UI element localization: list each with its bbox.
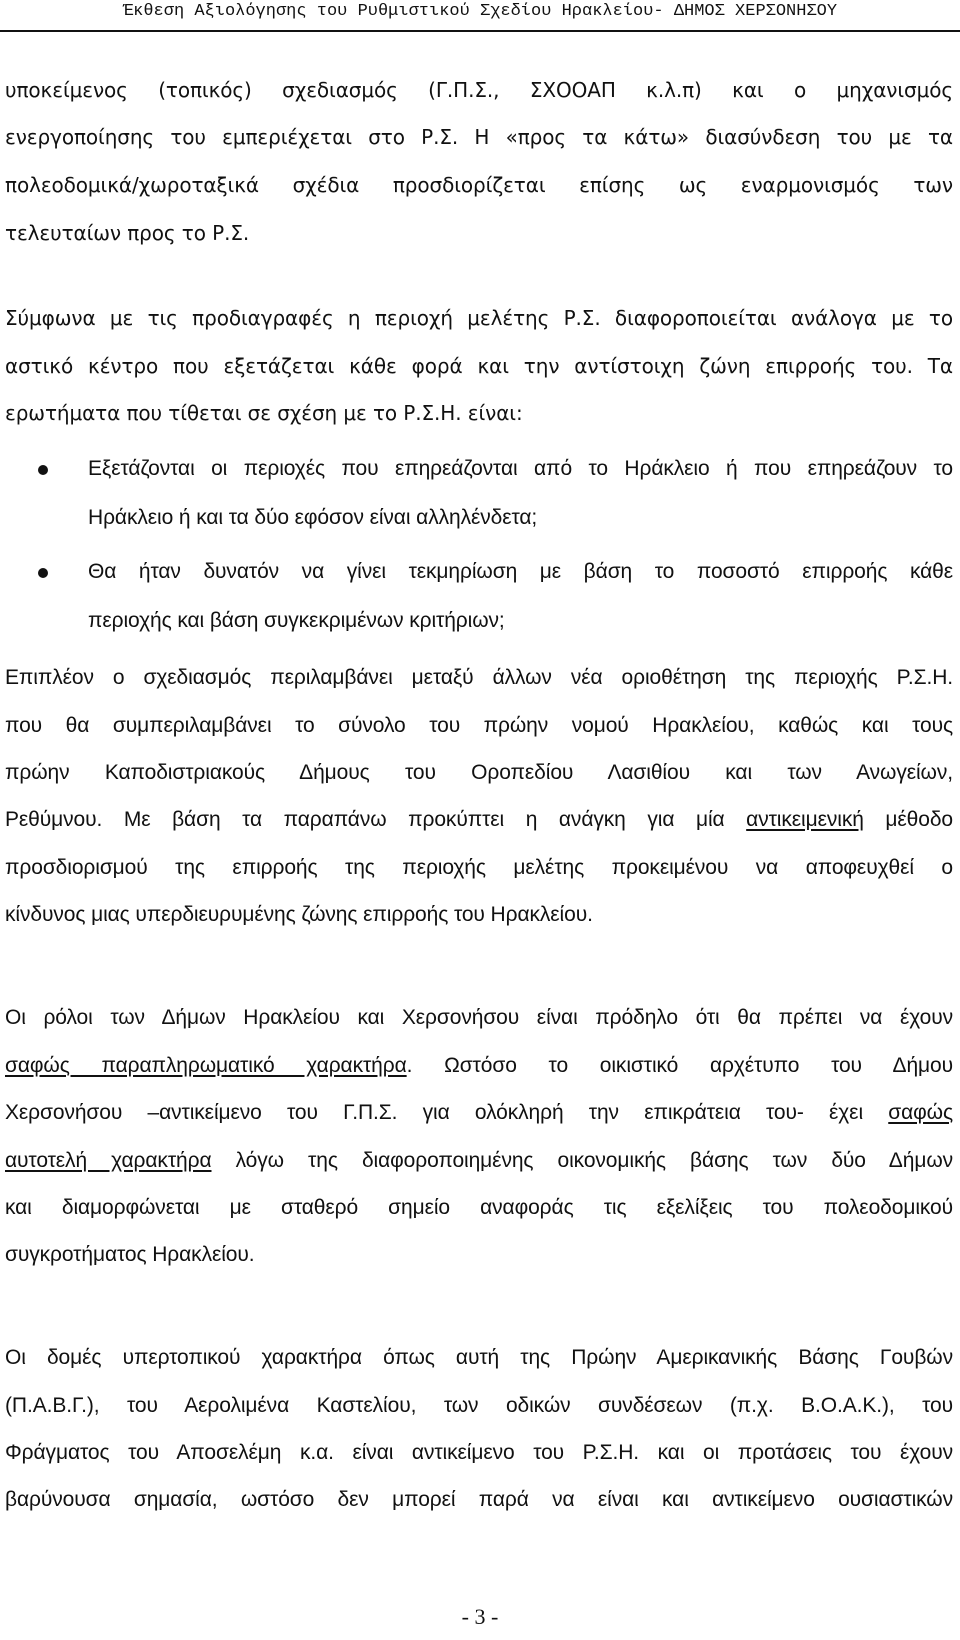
text-line: κίνδυνος μιας υπερδιευρυμένης ζώνης επιρροής του Ηρακλείου.	[5, 903, 593, 926]
text-line: τελευταίων προς το Ρ.Σ.	[5, 221, 250, 245]
text-line: Οι δομές υπερτοπικού χαρακτήρα όπως αυτή της Πρώην Αμερικανικής Βάσης Γουβών	[5, 1346, 953, 1369]
text-line: ενεργοποίησης του εμπεριέχεται στο Ρ.Σ. Η «προς τα κάτω» διασύνδεση του με τα	[5, 125, 953, 149]
bullet-text-line: Ηράκλειο ή και τα δύο εφόσον είναι αλληλένδετα;	[88, 506, 538, 529]
bullet-text-line: Εξετάζονται οι περιοχές που επηρεάζονται από το Ηράκλειο ή που επηρεάζουν το	[88, 457, 953, 480]
text-line: βαρύνουσα σημασία, ωστόσο δεν μπορεί παρά να είναι και αντικείμενο ουσιαστικών	[5, 1488, 953, 1511]
underlined-term: σαφώς	[888, 1101, 953, 1124]
underlined-term: αυτοτελή χαρακτήρα	[5, 1149, 212, 1172]
text-line: ερωτήματα που τίθεται σε σχέση με το Ρ.Σ.Η. είναι:	[5, 401, 523, 425]
text-line: πρώην Καποδιστριακούς Δήμους του Οροπεδίου Λασιθίου και των Ανωγείων,	[5, 761, 953, 784]
underlined-term: αντικειμενική	[746, 808, 864, 831]
bullet-text-line: περιοχής και βάση συγκεκριμένων κριτήριων;	[88, 609, 505, 632]
text-run: μέθοδο	[863, 808, 953, 831]
text-line: προσδιορισμού της επιρροής της περιοχής μελέτης προκειμένου να αποφευχθεί ο	[5, 856, 953, 879]
text-line: Σύμφωνα με τις προδιαγραφές η περιοχή μελέτης Ρ.Σ. διαφοροποιείται ανάλογα με το	[5, 306, 953, 330]
running-header	[0, 0, 960, 32]
text-run: Χερσονήσου –αντικείμενο του Γ.Π.Σ. για ολόκληρή την επικράτεια του- έχει	[5, 1101, 889, 1124]
text-run: . Ωστόσο το οικιστικό αρχέτυπο του Δήμου	[406, 1054, 953, 1077]
bullet-text-line: Θα ήταν δυνατόν να γίνει τεκμηρίωση με βάση το ποσοστό επιρροής κάθε	[88, 560, 953, 583]
page-number: - 3 -	[461, 1604, 499, 1629]
text-line	[5, 807, 953, 833]
text-line: υποκείμενος (τοπικός) σχεδιασμός (Γ.Π.Σ., ΣΧΟΟΑΠ κ.λ.π) και ο μηχανισμός	[5, 78, 953, 102]
text-run: λόγω της διαφοροποιημένης οικονομικής βάσης των δύο Δήμων	[211, 1149, 954, 1172]
text-line: (Π.Α.Β.Γ.), του Αερολιμένα Καστελίου, των οδικών συνδέσεων (π.χ. Β.Ο.Α.Κ.), του	[5, 1394, 953, 1417]
text-line: αστικό κέντρο που εξετάζεται κάθε φορά και την αντίστοιχη ζώνη επιρροής του. Τα	[5, 354, 953, 378]
text-line: συγκροτήματος Ηρακλείου.	[5, 1243, 255, 1266]
text-line: και διαμορφώνεται με σταθερό σημείο αναφοράς τις εξελίξεις του πολεοδομικού	[5, 1196, 953, 1219]
bullet-marker	[38, 568, 48, 578]
underlined-term: σαφώς παραπληρωματικό χαρακτήρα	[5, 1054, 407, 1077]
header-title: Έκθεση Αξιολόγησης του Ρυθμιστικού Σχεδίου Ηρακλείου- ΔΗΜΟΣ ΧΕΡΣΟΝΗΣΟΥ	[122, 2, 838, 21]
text-line	[5, 1148, 953, 1174]
text-line: που θα συμπεριλαμβάνει το σύνολο του πρώην νομού Ηρακλείου, καθώς και τους	[5, 714, 953, 737]
text-line: Φράγματος του Αποσελέμη κ.α. είναι αντικείμενο του Ρ.Σ.Η. και οι προτάσεις του έχουν	[5, 1441, 953, 1464]
text-line	[5, 1100, 953, 1126]
text-line	[5, 1053, 953, 1079]
text-line: πολεοδομικά/χωροταξικά σχέδια προσδιορίζεται επίσης ως εναρμονισμός των	[5, 173, 953, 197]
text-run: Ρεθύμνου. Με βάση τα παραπάνω προκύπτει η ανάγκη για μία	[5, 808, 747, 831]
text-line: Επιπλέον ο σχεδιασμός περιλαμβάνει μεταξύ άλλων νέα οριοθέτηση της περιοχής Ρ.Σ.Η.	[5, 666, 953, 689]
text-line: Οι ρόλοι των Δήμων Ηρακλείου και Χερσονήσου είναι πρόδηλο ότι θα πρέπει να έχουν	[5, 1006, 953, 1029]
bullet-marker	[38, 465, 48, 475]
